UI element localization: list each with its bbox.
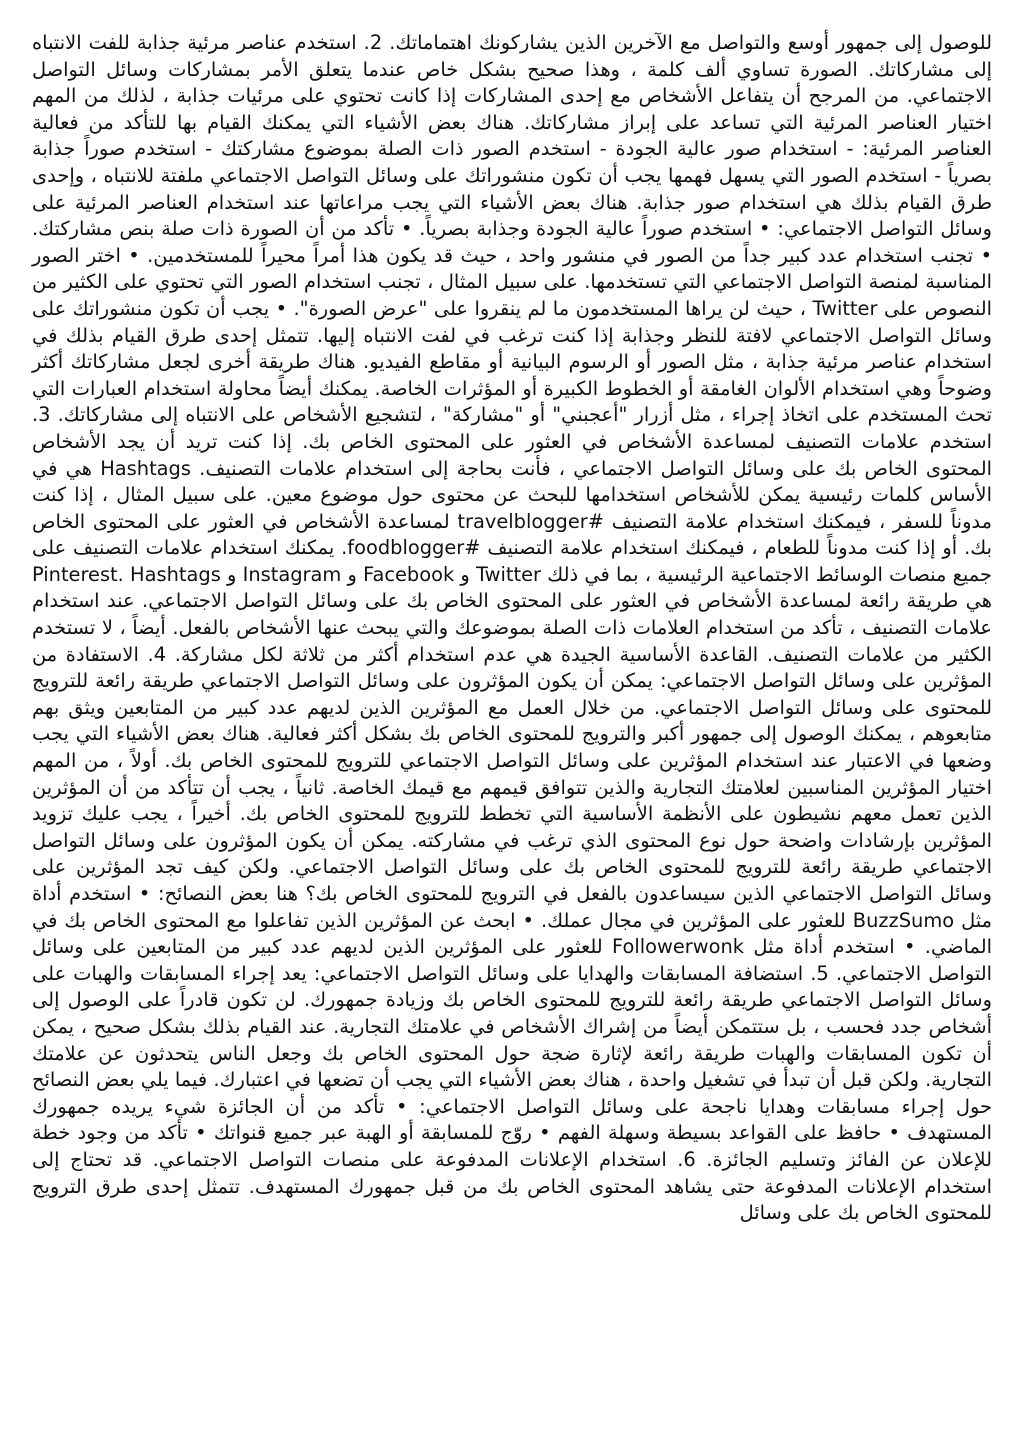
body-text: للوصول إلى جمهور أوسع والتواصل مع الآخرين الذين يشاركونك اهتماماتك. 2. استخدم عناصر مرئية جذابة للفت الانتباه إلى مشاركاتك. الصورة تساوي ألف كلمة ، وهذا صحيح بشكل خاص عندما يتعلق الأمر بمشاركات وسائل التواصل الاجتماعي. من المرجح أن يتفاعل الأشخاص مع إحدى المشاركات إذا كانت تحتوي على مرئيات جذابة ، لذلك من المهم اختيار العناصر المرئية التي تساعد على إبراز مشاركاتك. هناك بعض الأشياء التي يمكنك القيام بها للتأكد من فعالية العناصر المرئية: - استخدام صور عالية الجودة - استخدم الصور ذات الصلة بموضوع مشاركتك - استخدم صوراً جذابة بصرياً - استخدم الصور التي يسهل فهمها يجب أن تكون منشوراتك على وسائل التواصل الاجتماعي ملفتة للانتباه ، وإحدى طرق القيام بذلك هي استخدام صور جذابة. هناك بعض الأشياء التي يجب مراعاتها عند استخدام العناصر المرئية على وسائل التواصل الاجتماعي: • استخدم صوراً عالية الجودة وجذابة بصرياً. • تأكد من أن الصورة ذات صلة بنص مشاركتك. • تجنب استخدام عدد كبير جداً من الصور في منشور واحد ، حيث قد يكون هذا أمراً محيراً للمستخدمين. • اختر الصور المناسبة لمنصة التواصل الاجتماعي التي تستخدمها. على سبيل المثال ، تجنب استخدام الصور التي تحتوي على الكثير من النصوص على Twitter ، حيث لن يراها المستخدمون ما لم ينقروا على "عرض الصورة". • يجب أن تكون منشوراتك على وسائل التواصل الاجتماعي لافتة للنظر وجذابة إذا كنت ترغب في لفت الانتباه إليها. تتمثل إحدى طرق القيام بذلك في استخدام عناصر مرئية جذابة ، مثل الصور أو الرسوم البيانية أو مقاطع الفيديو. هناك طريقة أخرى لجعل مشاركاتك أكثر وضوحاً وهي استخدام الألوان الغامقة أو الخطوط الكبيرة أو المؤثرات الخاصة. يمكنك أيضاً محاولة استخدام العبارات التي تحث المستخدم على اتخاذ إجراء ، مثل أزرار "أعجبني" أو "مشاركة" ، لتشجيع الأشخاص على الانتباه إلى مشاركاتك. 3. استخدم علامات التصنيف لمساعدة الأشخاص في العثور على المحتوى الخاص بك. إذا كنت تريد أن يجد الأشخاص المحتوى الخاص بك على وسائل التواصل الاجتماعي ، فأنت بحاجة إلى استخدام علامات التصنيف. Hashtags هي في الأساس كلمات رئيسية يمكن للأشخاص استخدامها للبحث عن محتوى حول موضوع معين. على سبيل المثال ، إذا كنت مدوناً للسفر ، فيمكنك استخدام علامة التصنيف #travelblogger لمساعدة الأشخاص في العثور على المحتوى الخاص بك. أو إذا كنت مدوناً للطعام ، فيمكنك استخدام علامة التصنيف #foodblogger. يمكنك استخدام علامات التصنيف على جميع منصات الوسائط الاجتماعية الرئيسية ، بما في ذلك Twitter و Facebook و Instagram و Pinterest. Hashtags هي طريقة رائعة لمساعدة الأشخاص في العثور على المحتوى الخاص بك على وسائل التواصل الاجتماعي. عند استخدام علامات التصنيف ، تأكد من استخدام العلامات ذات الصلة بموضوعك والتي يبحث عنها الأشخاص بالفعل. أيضاً ، لا تستخدم الكثير من علامات التصنيف. القاعدة الأساسية الجيدة هي عدم استخدام أكثر من ثلاثة لكل مشاركة. 4. الاستفادة من المؤثرين على وسائل التواصل الاجتماعي: يمكن أن يكون المؤثرون على وسائل التواصل الاجتماعي طريقة رائعة للترويج للمحتوى على وسائل التواصل الاجتماعي. من خلال العمل مع المؤثرين الذين لديهم عدد كبير من المتابعين ويثق بهم متابعوهم ، يمكنك الوصول إلى جمهور أكبر والترويج للمحتوى الخاص بك بشكل أكثر فعالية. هناك بعض الأشياء التي يجب وضعها في الاعتبار عند استخدام المؤثرين على وسائل التواصل الاجتماعي للترويج للمحتوى الخاص بك. أولاً ، من المهم اختيار المؤثرين المناسبين لعلامتك التجارية والذين تتوافق قيمهم مع قيمك الخاصة. ثانياً ، يجب أن تتأكد من أن المؤثرين الذين تعمل معهم نشيطون على الأنظمة الأساسية التي تخطط للترويج للمحتوى الخاص بك. أخيراً ، يجب عليك تزويد المؤثرين بإرشادات واضحة حول نوع المحتوى الذي ترغب في مشاركته. يمكن أن يكون المؤثرون على وسائل التواصل الاجتماعي طريقة رائعة للترويج للمحتوى الخاص بك على وسائل التواصل الاجتماعي. ولكن كيف تجد المؤثرين على وسائل التواصل الاجتماعي الذين سيساعدون بالفعل في الترويج للمحتوى الخاص بك؟ هنا بعض النصائح: • استخدم أداة مثل BuzzSumo للعثور على المؤثرين في مجال عملك. • ابحث عن المؤثرين الذين تفاعلوا مع المحتوى الخاص بك في الماضي. • استخدم أداة مثل Followerwonk للعثور على المؤثرين الذين لديهم عدد كبير من المتابعين على وسائل التواصل الاجتماعي. 5. استضافة المسابقات والهدايا على وسائل التواصل الاجتماعي: يعد إجراء المسابقات والهبات على وسائل التواصل الاجتماعي طريقة رائعة للترويج للمحتوى الخاص بك وزيادة جمهورك. لن تكون قادراً على الوصول إلى أشخاص جدد فحسب ، بل ستتمكن أيضاً من إشراك الأشخاص في علامتك التجارية. عند القيام بذلك بشكل صحيح ، يمكن أن تكون المسابقات والهبات طريقة رائعة لإثارة ضجة حول المحتوى الخاص بك وجعل الناس يتحدثون عن علامتك التجارية. ولكن قبل أن تبدأ في تشغيل واحدة ، هناك بعض الأشياء التي يجب أن تضعها في اعتبارك. فيما يلي بعض النصائح حول إجراء مسابقات وهدايا ناجحة على وسائل التواصل الاجتماعي: • تأكد من أن الجائزة شيء يريده جمهورك المستهدف • حافظ على القواعد بسيطة وسهلة الفهم • روّج للمسابقة أو الهبة عبر جميع قنواتك • تأكد من وجود خطة للإعلان عن الفائز وتسليم الجائزة. 6. استخدام الإعلانات المدفوعة على منصات التواصل الاجتماعي. قد تحتاج إلى استخدام الإعلانات المدفوعة حتى يشاهد المحتوى الخاص بك من قبل جمهورك المستهدف. تتمثل إحدى طرق الترويج للمحتوى الخاص بك على وسائل <box>32 31 993 1225</box>
